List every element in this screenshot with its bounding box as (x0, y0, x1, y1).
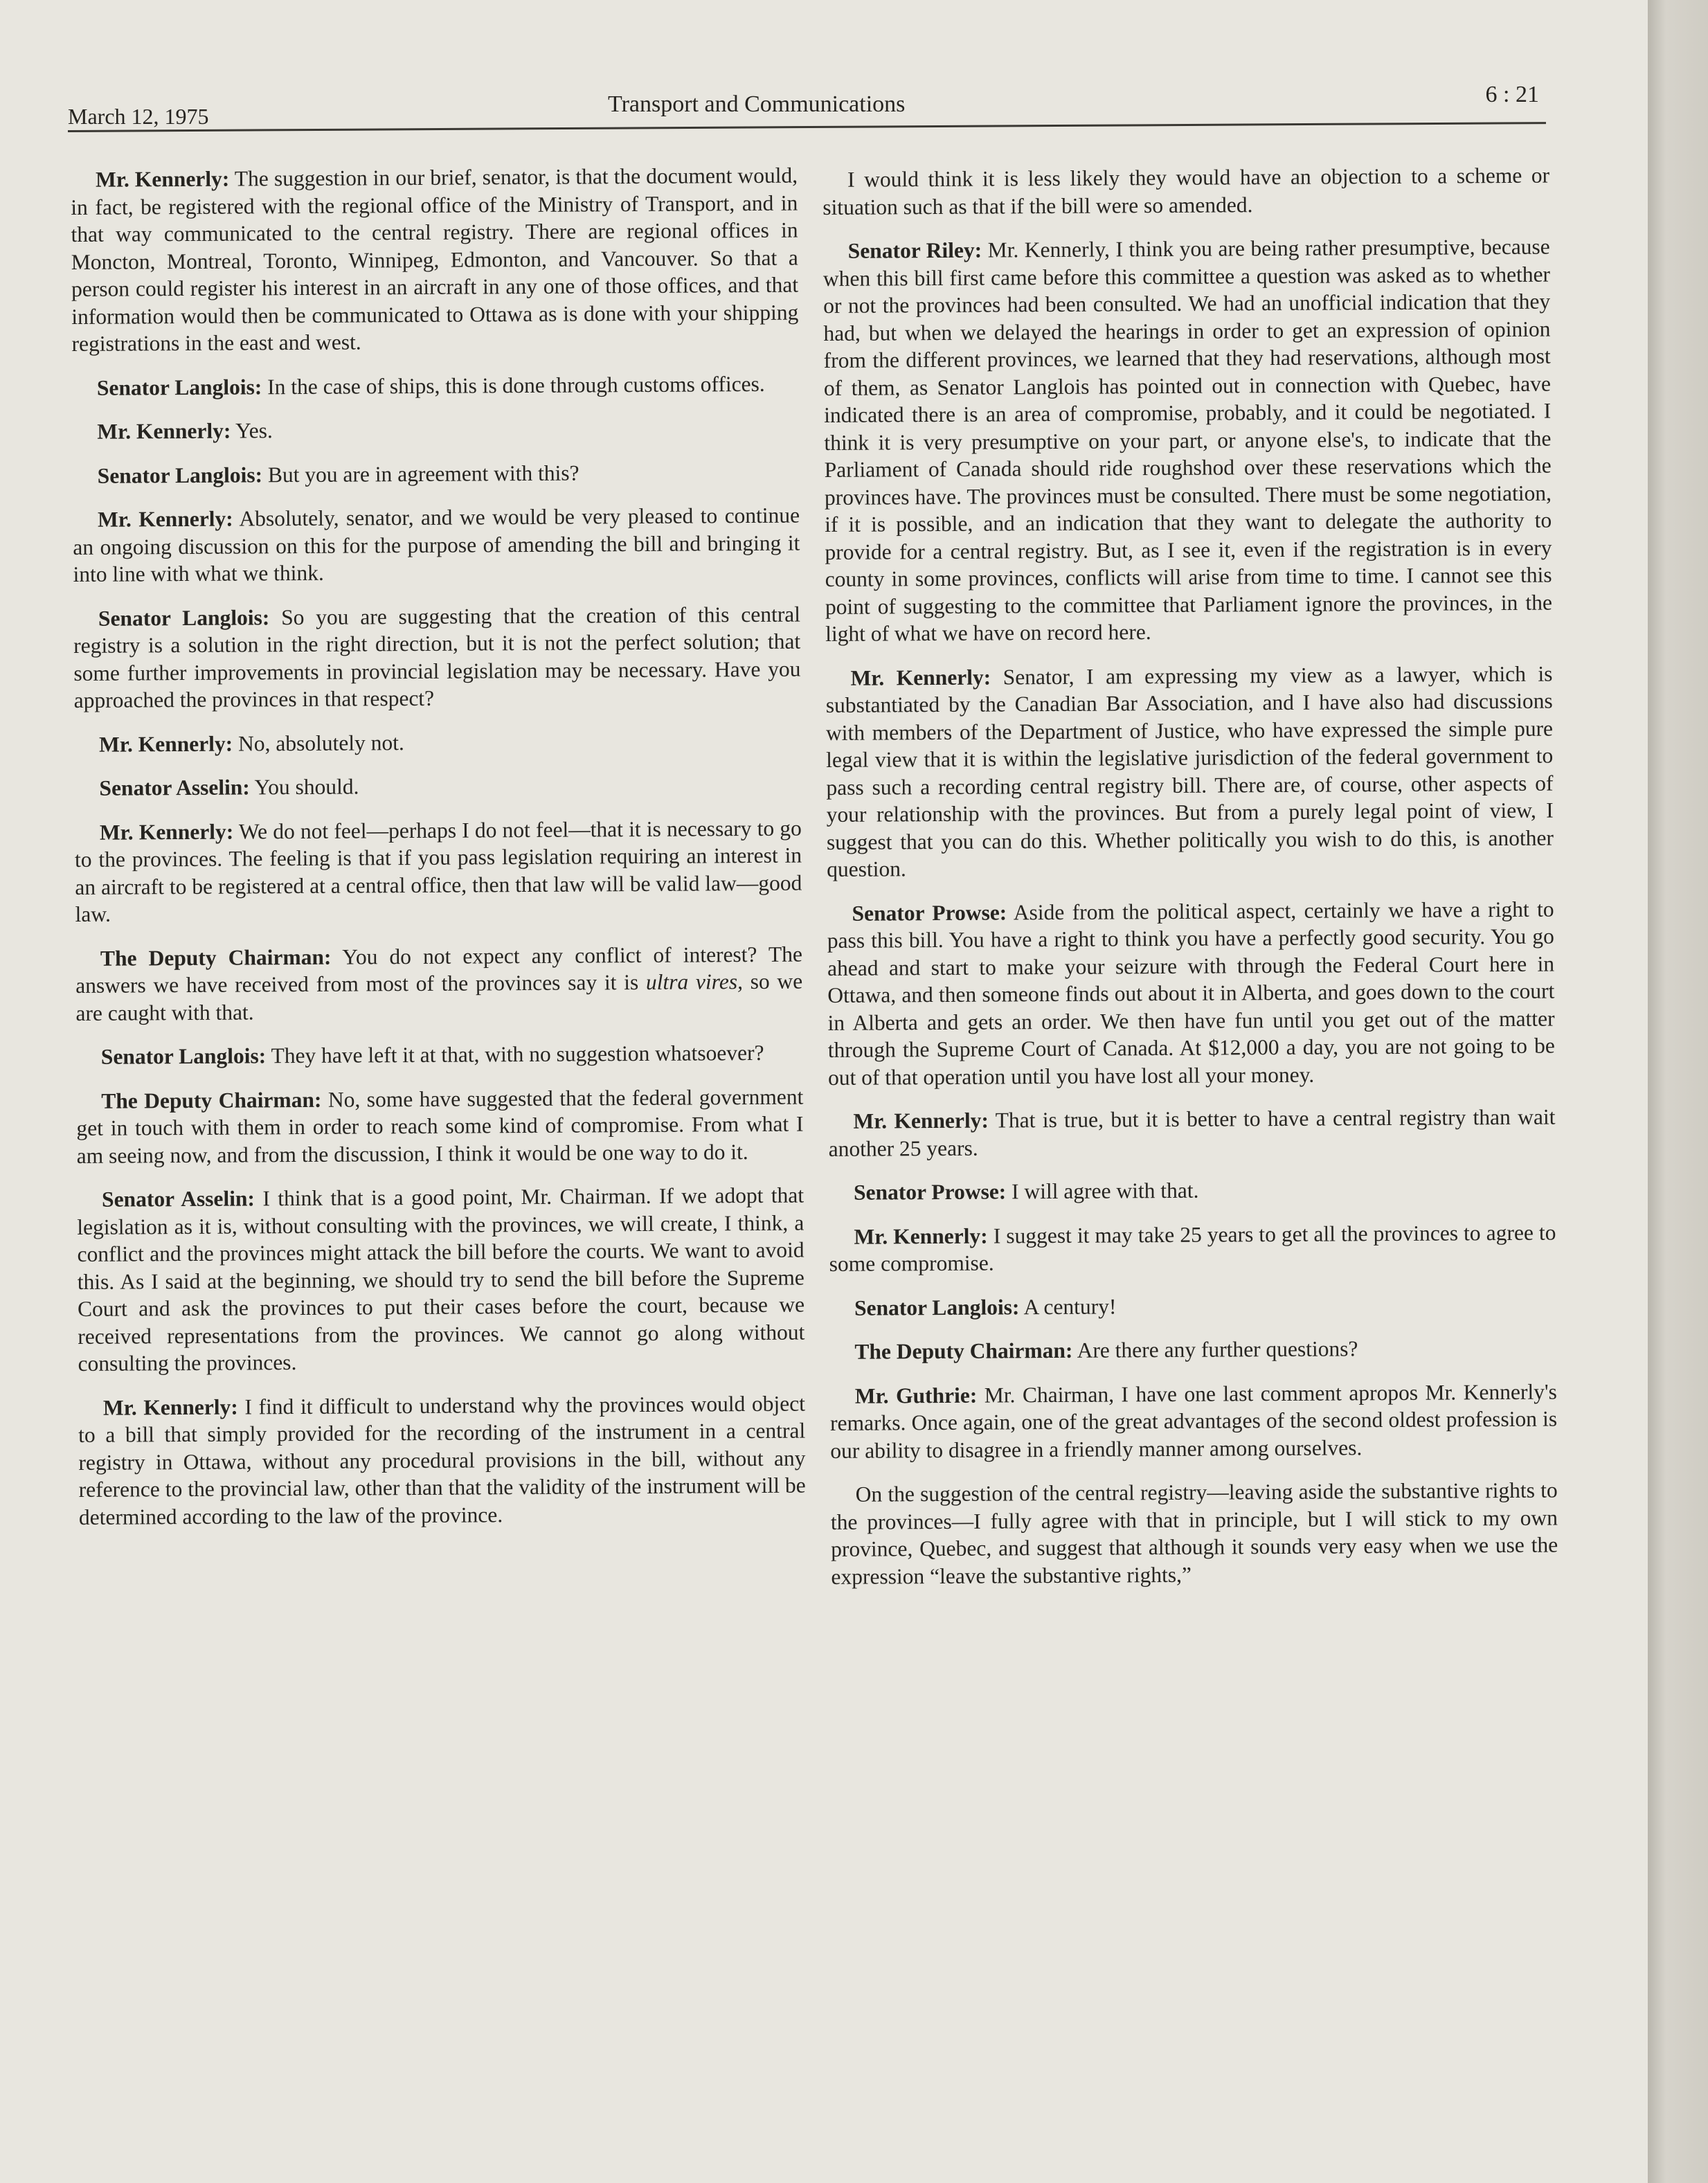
speaker-name: The Deputy Chairman : (101, 1087, 321, 1113)
speech-text: Yes. (235, 418, 273, 443)
transcript-paragraph (75, 814, 802, 928)
speaker-name: Mr. Kennerly : (853, 1108, 989, 1133)
transcript-paragraph (829, 1334, 1556, 1366)
speaker-name: Senator Langlois : (854, 1295, 1020, 1320)
transcript-paragraph (828, 1104, 1555, 1162)
speaker-name: Mr. Kennerly : (854, 1223, 987, 1248)
header-title: Transport and Communications (608, 91, 906, 117)
speech-text: So you are suggesting that the creation of this central registry is a solution in the right direction, but it is not the perfect solution; that some further improvements in provincial legislation may be necessary. Have you approached the provinces in that respect? (73, 602, 801, 712)
speaker-name: Mr. Guthrie : (855, 1383, 978, 1408)
speaker-name: Mr. Kennerly : (100, 819, 234, 844)
speech-text: No, absolutely not. (237, 730, 404, 756)
speaker-name: Mr. Kennerly : (99, 731, 233, 756)
speech-text: Are there any further questions? (1077, 1336, 1358, 1363)
speech-text: You should. (254, 774, 359, 800)
transcript-paragraph (827, 895, 1555, 1091)
page-edge (1648, 0, 1708, 2183)
speech-text: But you are in agreement with this? (267, 460, 579, 487)
speech-text: They have left it at that, with no suggestion whatsoever? (271, 1040, 764, 1068)
speech-text: I suggest it may take 25 years to get all the provinces to agree to some compromise. (829, 1220, 1556, 1276)
transcript-paragraph (829, 1175, 1556, 1207)
speech-text: The suggestion in our brief, senator, is that the document would, in fact, be registered with the regional office of the Ministry of Transport, and in that way communicated to the central registry. There are regional offices in Moncton, Montreal, Toronto, Winnipeg, Edmonton, and Vancouver. So that a person could register his interest in an aircraft in any one of those offices, and that information would then be communicated to Ottawa as is done with your shipping registrations in the east and west. (71, 163, 799, 356)
speech-text: We do not feel—perhaps I do not feel—that it is necessary to go to the provinces. The feeling is that if you pass legislation requiring an interest in an aircraft to be registered at a central office, then that law will be valid law—good law. (75, 816, 802, 926)
transcript-paragraph (822, 162, 1549, 221)
speaker-name: Mr. Kennerly : (96, 167, 229, 192)
speech-text: That is true, but it is better to have a central registry than wait another 25 years. (828, 1104, 1556, 1161)
speech-text: You do not expect any conflict of interest? The answers we have received from most of the provinces say it is (75, 942, 803, 998)
speech-text: I would think it is less likely they would have an objection to a scheme or situation such as that if the bill were so amended. (822, 163, 1550, 219)
speech-text-continued: so we are caught with that. (75, 969, 803, 1025)
speech-text: No, some have suggested that the federal government get in touch with them in order to reach some kind of compromise. From what I am seeing now, and from the discussion, I think it would be one way to do it. (76, 1084, 804, 1168)
speech-text: I think that is a good point, Mr. Chairman. If we adopt that legislation as it is, without consulting with the provinces, we will create, I think, a conflict and the provinces might attack the bill before the courts. We want to avoid this. As I said at the beginning, we should try to send the bill before the Supreme Court and ask the provinces to put their cases before the court, because we received representations from the provinces. We cannot go along without consulting the provinces. (77, 1183, 805, 1376)
speech-text: Mr. Chairman, I have one last comment apropos Mr. Kennerly's remarks. Once again, one of the great advantages of the second oldest profession is our ability to disagree in a friendly manner among ourselves. (829, 1379, 1558, 1463)
transcript-paragraph (71, 162, 799, 358)
speaker-name: Senator Langlois : (98, 605, 270, 631)
speaker-name: Senator Prowse : (854, 1179, 1006, 1204)
right-column (822, 162, 1558, 1607)
speaker-name: The Deputy Chairman : (854, 1338, 1072, 1364)
speaker-name: Mr. Kennerly : (850, 665, 991, 690)
speech-text: On the suggestion of the central registry—leaving aside the substantive rights to the provinces—I fully agree with that in principle, but I will stick to my own province, Quebec, and suggest that although it sounds very easy when we use the expression “leave the substantive rights,” (830, 1477, 1558, 1589)
speaker-name: Senator Langlois : (98, 462, 263, 487)
transcript-paragraph (831, 1477, 1558, 1590)
speech-text: Absolutely, senator, and we would be very pleased to continue an ongoing discussion on this for the purpose of amending the bill and bringing it into line with what we think. (73, 503, 800, 586)
speech-text: Senator, I am expressing my view as a lawyer, which is substantiated by the Canadian Bar Association, and I have also had discussions with members of the Department of Justice, who have expressed the simple pure legal view that it is within the legislative jurisdiction of the federal government to pass such a recording central registry bill. There are, of course, other aspects of your relationship with the provinces. But from a purely legal point of view, I suggest that you can do this. Whether politically you wish to do this, is another question. (825, 661, 1554, 881)
transcript-paragraph (823, 233, 1553, 648)
speaker-name: Senator Asselin : (99, 775, 250, 800)
transcript-paragraph (78, 1390, 806, 1531)
speaker-name: Senator Asselin : (102, 1186, 255, 1211)
transcript-paragraph (73, 502, 800, 589)
speaker-name: Senator Prowse : (852, 900, 1007, 925)
header-page-number: 6 : 21 (1485, 82, 1539, 107)
transcript-paragraph (829, 1219, 1556, 1277)
transcript-paragraph (73, 458, 800, 489)
transcript-paragraph (75, 940, 803, 1027)
speaker-name: The Deputy Chairman : (100, 944, 332, 970)
speaker-name: Senator Langlois : (97, 375, 262, 399)
transcript-paragraph (72, 370, 799, 402)
italic-term: ultra vires, (645, 969, 744, 994)
transcript-paragraph (825, 660, 1554, 883)
transcript-paragraph (72, 414, 799, 446)
speaker-name: Mr. Kennerly : (98, 507, 233, 532)
speaker-name: Mr. Kennerly : (97, 419, 231, 444)
transcript-paragraph (74, 726, 801, 758)
transcript-paragraph (77, 1182, 805, 1378)
speech-text: A century! (1023, 1293, 1117, 1319)
speech-text: I will agree with that. (1012, 1178, 1199, 1204)
speech-text: I find it difficult to understand why the provinces would object to a bill that simply provided for the recording of the instrument in a central registry in Ottawa, without any procedural provisions in the bill, without any reference to the provincial law, other than that the validity of the instrument will be determined according to the law of the province. (78, 1391, 806, 1529)
speech-text: In the case of ships, this is done through customs offices. (267, 371, 765, 399)
speech-text: Mr. Kennerly, I think you are being rather presumptive, because when this bill first came before this committee a question was asked as to whether or not the provinces had been consulted. We had an unofficial indication that they had, but when we delayed the hearings in order to get an expression of opinion from the different provinces, we learned that they had reservations, although most of them, as Senator Langlois has pointed out in connection with Quebec, have indicated there is an area of compromise, probably, and it could be negotiated. I think it is very presumptive on your part, or anyone else's, to indicate that the Parliament of Canada should ride roughshod over these reservations which the provinces have. The provinces must be consulted. There must be some negotiation, if it is possible, and an indication that they want to delegate the authority to provide for a central registry. But, as I see it, even if the registration is in every county in some provinces, conflicts will arise from time to time. I cannot see this point of suggesting to the committee that Parliament ignore the provinces, in the light of what we have on record here. (822, 234, 1552, 646)
speaker-name: Senator Langlois : (101, 1043, 267, 1068)
transcript-paragraph (76, 1039, 803, 1071)
transcript-paragraph (74, 771, 801, 802)
speaker-name: Senator Riley : (848, 238, 982, 263)
transcript-paragraph (76, 1083, 804, 1169)
speech-text: Aside from the political aspect, certainly we have a right to pass this bill. You have a right to think you have a perfectly good security. You go ahead and start to make your seizure with through the Federal Court here in Ottawa, and then someone finds out about it in Alberta, and goes down to the court in Alberta and gets an order. We then have fun until you get out of the matter through the Supreme Court of Canada. At $12,000 a day, you are not going to be out of that operation until you have lost all your money. (827, 897, 1555, 1090)
header-date: March 12, 1975 (68, 104, 209, 129)
transcript-paragraph (829, 1290, 1556, 1322)
left-column (71, 162, 806, 1547)
transcript-paragraph (830, 1378, 1558, 1464)
transcript-paragraph (73, 600, 801, 714)
speaker-name: Mr. Kennerly : (103, 1394, 238, 1419)
